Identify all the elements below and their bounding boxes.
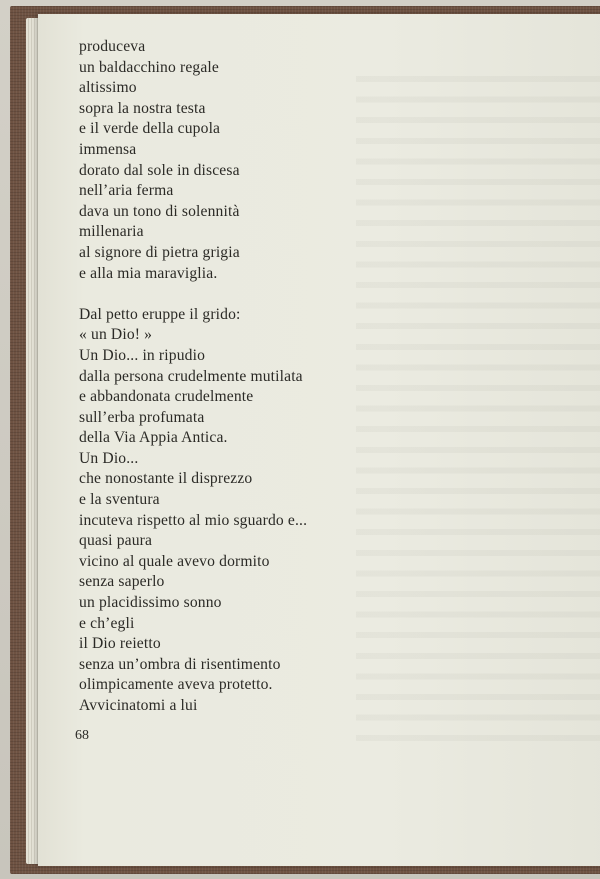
poem-line: incuteva rispetto al mio sguardo e... [79,511,308,529]
poem-line: e la sventura [79,491,160,509]
poem-line: il Dio reietto [79,635,161,653]
poem-line: Un Dio... in ripudio [79,346,206,364]
poem-line: e alla mia maraviglia. [79,264,218,282]
poem-line: nell’aria ferma [79,182,174,200]
poem-line: senza saperlo [79,573,165,591]
poem-line: e abbandonata crudelmente [79,388,254,406]
page-number: 68 [75,728,89,743]
poem-line: immensa [79,140,137,158]
poem-line: e il verde della cupola [79,120,221,138]
stanza-break [79,284,307,305]
poem-line: Avvicinatomi a lui [79,697,198,714]
poem-line: dalla persona crudelmente mutilata [79,367,303,385]
poem-line: produceva [79,38,146,55]
poem-line: olimpicamente aveva protetto. [79,676,273,694]
poem-line: che nonostante il disprezzo [79,470,253,488]
poem-line: un placidissimo sonno [79,594,222,612]
poem-line: dava un tono di solennità [79,202,240,220]
poem-line: Un Dio... [79,449,139,467]
poem-line: « un Dio! » [79,326,153,344]
poem-line: sull’erba profumata [79,408,205,426]
poem-line: millenaria [79,223,144,241]
poem-line: sopra la nostra testa [79,99,206,117]
poem-line: e ch’egli [79,614,135,632]
show-through-text [356,64,600,754]
poem-line: della Via Appia Antica. [79,429,228,447]
poem-line: al signore di pietra grigia [79,243,240,261]
poem-line: Dal petto eruppe il grido: [79,305,241,323]
poem-line: altissimo [79,79,137,97]
poem-line: un baldacchino regale [79,58,219,76]
poem-line: senza un’ombra di risentimento [79,655,281,673]
poem-line: vicino al quale avevo dormito [79,552,270,570]
poem-line: quasi paura [79,532,153,550]
poem-text [79,37,307,717]
poem-line: dorato dal sole in discesa [79,161,240,179]
